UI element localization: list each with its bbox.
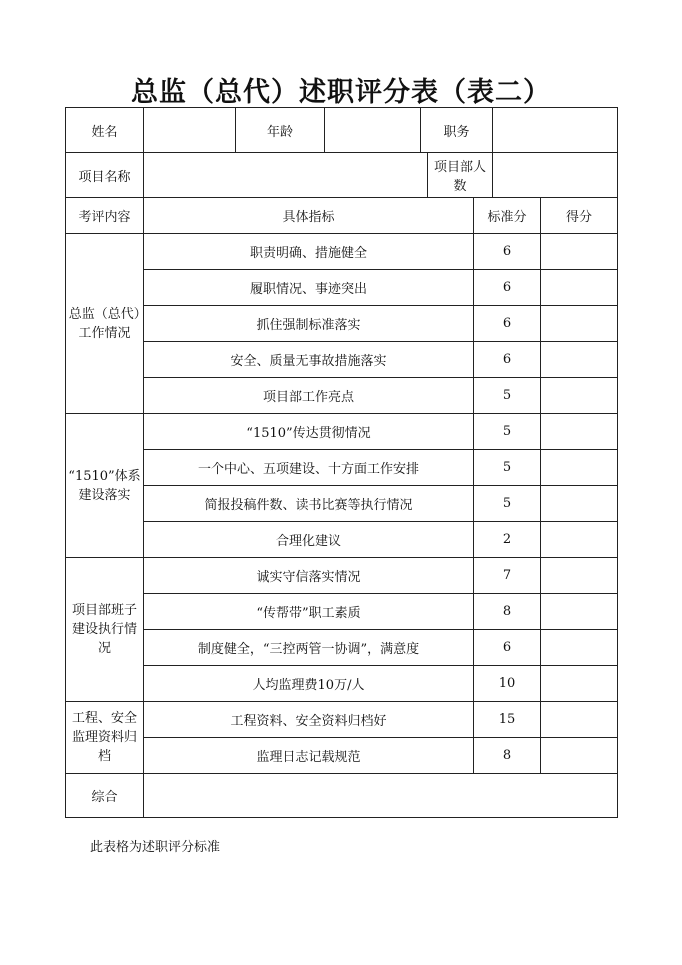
standard-score-cell: 10 (474, 666, 541, 702)
standard-score-cell: 8 (474, 738, 541, 774)
summary-row (66, 774, 618, 818)
score-input-cell[interactable] (541, 702, 618, 738)
column-standard: 标准分 (474, 198, 541, 234)
score-input-cell[interactable] (541, 594, 618, 630)
score-input-cell[interactable] (541, 450, 618, 486)
score-table (65, 107, 618, 818)
score-input-cell[interactable] (541, 666, 618, 702)
score-input-cell[interactable] (541, 558, 618, 594)
table-row (66, 666, 618, 702)
score-input-cell[interactable] (541, 342, 618, 378)
table-row (66, 702, 618, 738)
score-input-cell[interactable] (541, 414, 618, 450)
score-input-cell[interactable] (541, 270, 618, 306)
standard-score-cell: 5 (474, 414, 541, 450)
standard-score-cell: 2 (474, 522, 541, 558)
table-row (66, 414, 618, 450)
indicator-cell: “传帮带”职工素质 (144, 594, 474, 630)
project-staff-field[interactable] (493, 153, 618, 198)
category-cell: 总监（总代）工作情况 (66, 234, 144, 414)
standard-score-cell: 6 (474, 306, 541, 342)
indicator-cell: 职责明确、措施健全 (144, 234, 474, 270)
standard-score-cell: 15 (474, 702, 541, 738)
score-input-cell[interactable] (541, 522, 618, 558)
table-row (66, 450, 618, 486)
indicator-cell: 安全、质量无事故措施落实 (144, 342, 474, 378)
score-input-cell[interactable] (541, 378, 618, 414)
indicator-cell: 项目部工作亮点 (144, 378, 474, 414)
category-cell: 工程、安全监理资料归档 (66, 702, 144, 774)
project-name-field[interactable] (144, 153, 428, 198)
standard-score-cell: 6 (474, 630, 541, 666)
table-row (66, 342, 618, 378)
indicator-cell: 诚实守信落实情况 (144, 558, 474, 594)
position-field[interactable] (493, 108, 618, 153)
name-label: 姓名 (66, 108, 144, 153)
standard-score-cell: 6 (474, 234, 541, 270)
age-field[interactable] (325, 108, 421, 153)
score-input-cell[interactable] (541, 738, 618, 774)
score-input-cell[interactable] (541, 234, 618, 270)
indicator-cell: 履职情况、事迹突出 (144, 270, 474, 306)
header-row-1 (66, 108, 618, 153)
table-row (66, 378, 618, 414)
indicator-cell: 工程资料、安全资料归档好 (144, 702, 474, 738)
age-label: 年龄 (236, 108, 325, 153)
footnote: 此表格为述职评分标准 (90, 840, 221, 855)
position-label: 职务 (421, 108, 493, 153)
project-staff-label: 项目部人数 (428, 153, 493, 198)
summary-field[interactable] (144, 774, 618, 818)
indicator-cell: “1510”传达贯彻情况 (144, 414, 474, 450)
indicator-cell: 人均监理费10万/人 (144, 666, 474, 702)
column-content: 考评内容 (66, 198, 144, 234)
table-row (66, 738, 618, 774)
table-row (66, 558, 618, 594)
score-input-cell[interactable] (541, 306, 618, 342)
score-input-cell[interactable] (541, 630, 618, 666)
table-row (66, 630, 618, 666)
column-score: 得分 (541, 198, 618, 234)
standard-score-cell: 8 (474, 594, 541, 630)
indicator-cell: 制度健全，“三控两管一协调”，满意度 (144, 630, 474, 666)
score-input-cell[interactable] (541, 486, 618, 522)
table-row (66, 234, 618, 270)
column-header-row (66, 198, 618, 234)
header-row-2 (66, 153, 618, 198)
standard-score-cell: 6 (474, 270, 541, 306)
category-cell: “1510”体系建设落实 (66, 414, 144, 558)
standard-score-cell: 5 (474, 378, 541, 414)
name-field[interactable] (144, 108, 236, 153)
category-cell: 项目部班子建设执行情况 (66, 558, 144, 702)
project-name-label: 项目名称 (66, 153, 144, 198)
standard-score-cell: 6 (474, 342, 541, 378)
indicator-cell: 监理日志记载规范 (144, 738, 474, 774)
standard-score-cell: 7 (474, 558, 541, 594)
indicator-cell: 简报投稿件数、读书比赛等执行情况 (144, 486, 474, 522)
table-row (66, 306, 618, 342)
standard-score-cell: 5 (474, 486, 541, 522)
standard-score-cell: 5 (474, 450, 541, 486)
column-indicator: 具体指标 (144, 198, 474, 234)
indicator-cell: 一个中心、五项建设、十方面工作安排 (144, 450, 474, 486)
indicator-cell: 抓住强制标准落实 (144, 306, 474, 342)
summary-label: 综合 (66, 774, 144, 818)
table-row (66, 270, 618, 306)
table-row (66, 522, 618, 558)
table-row (66, 594, 618, 630)
page-title: 总监（总代）述职评分表（表二） (131, 77, 551, 108)
table-row (66, 486, 618, 522)
indicator-cell: 合理化建议 (144, 522, 474, 558)
